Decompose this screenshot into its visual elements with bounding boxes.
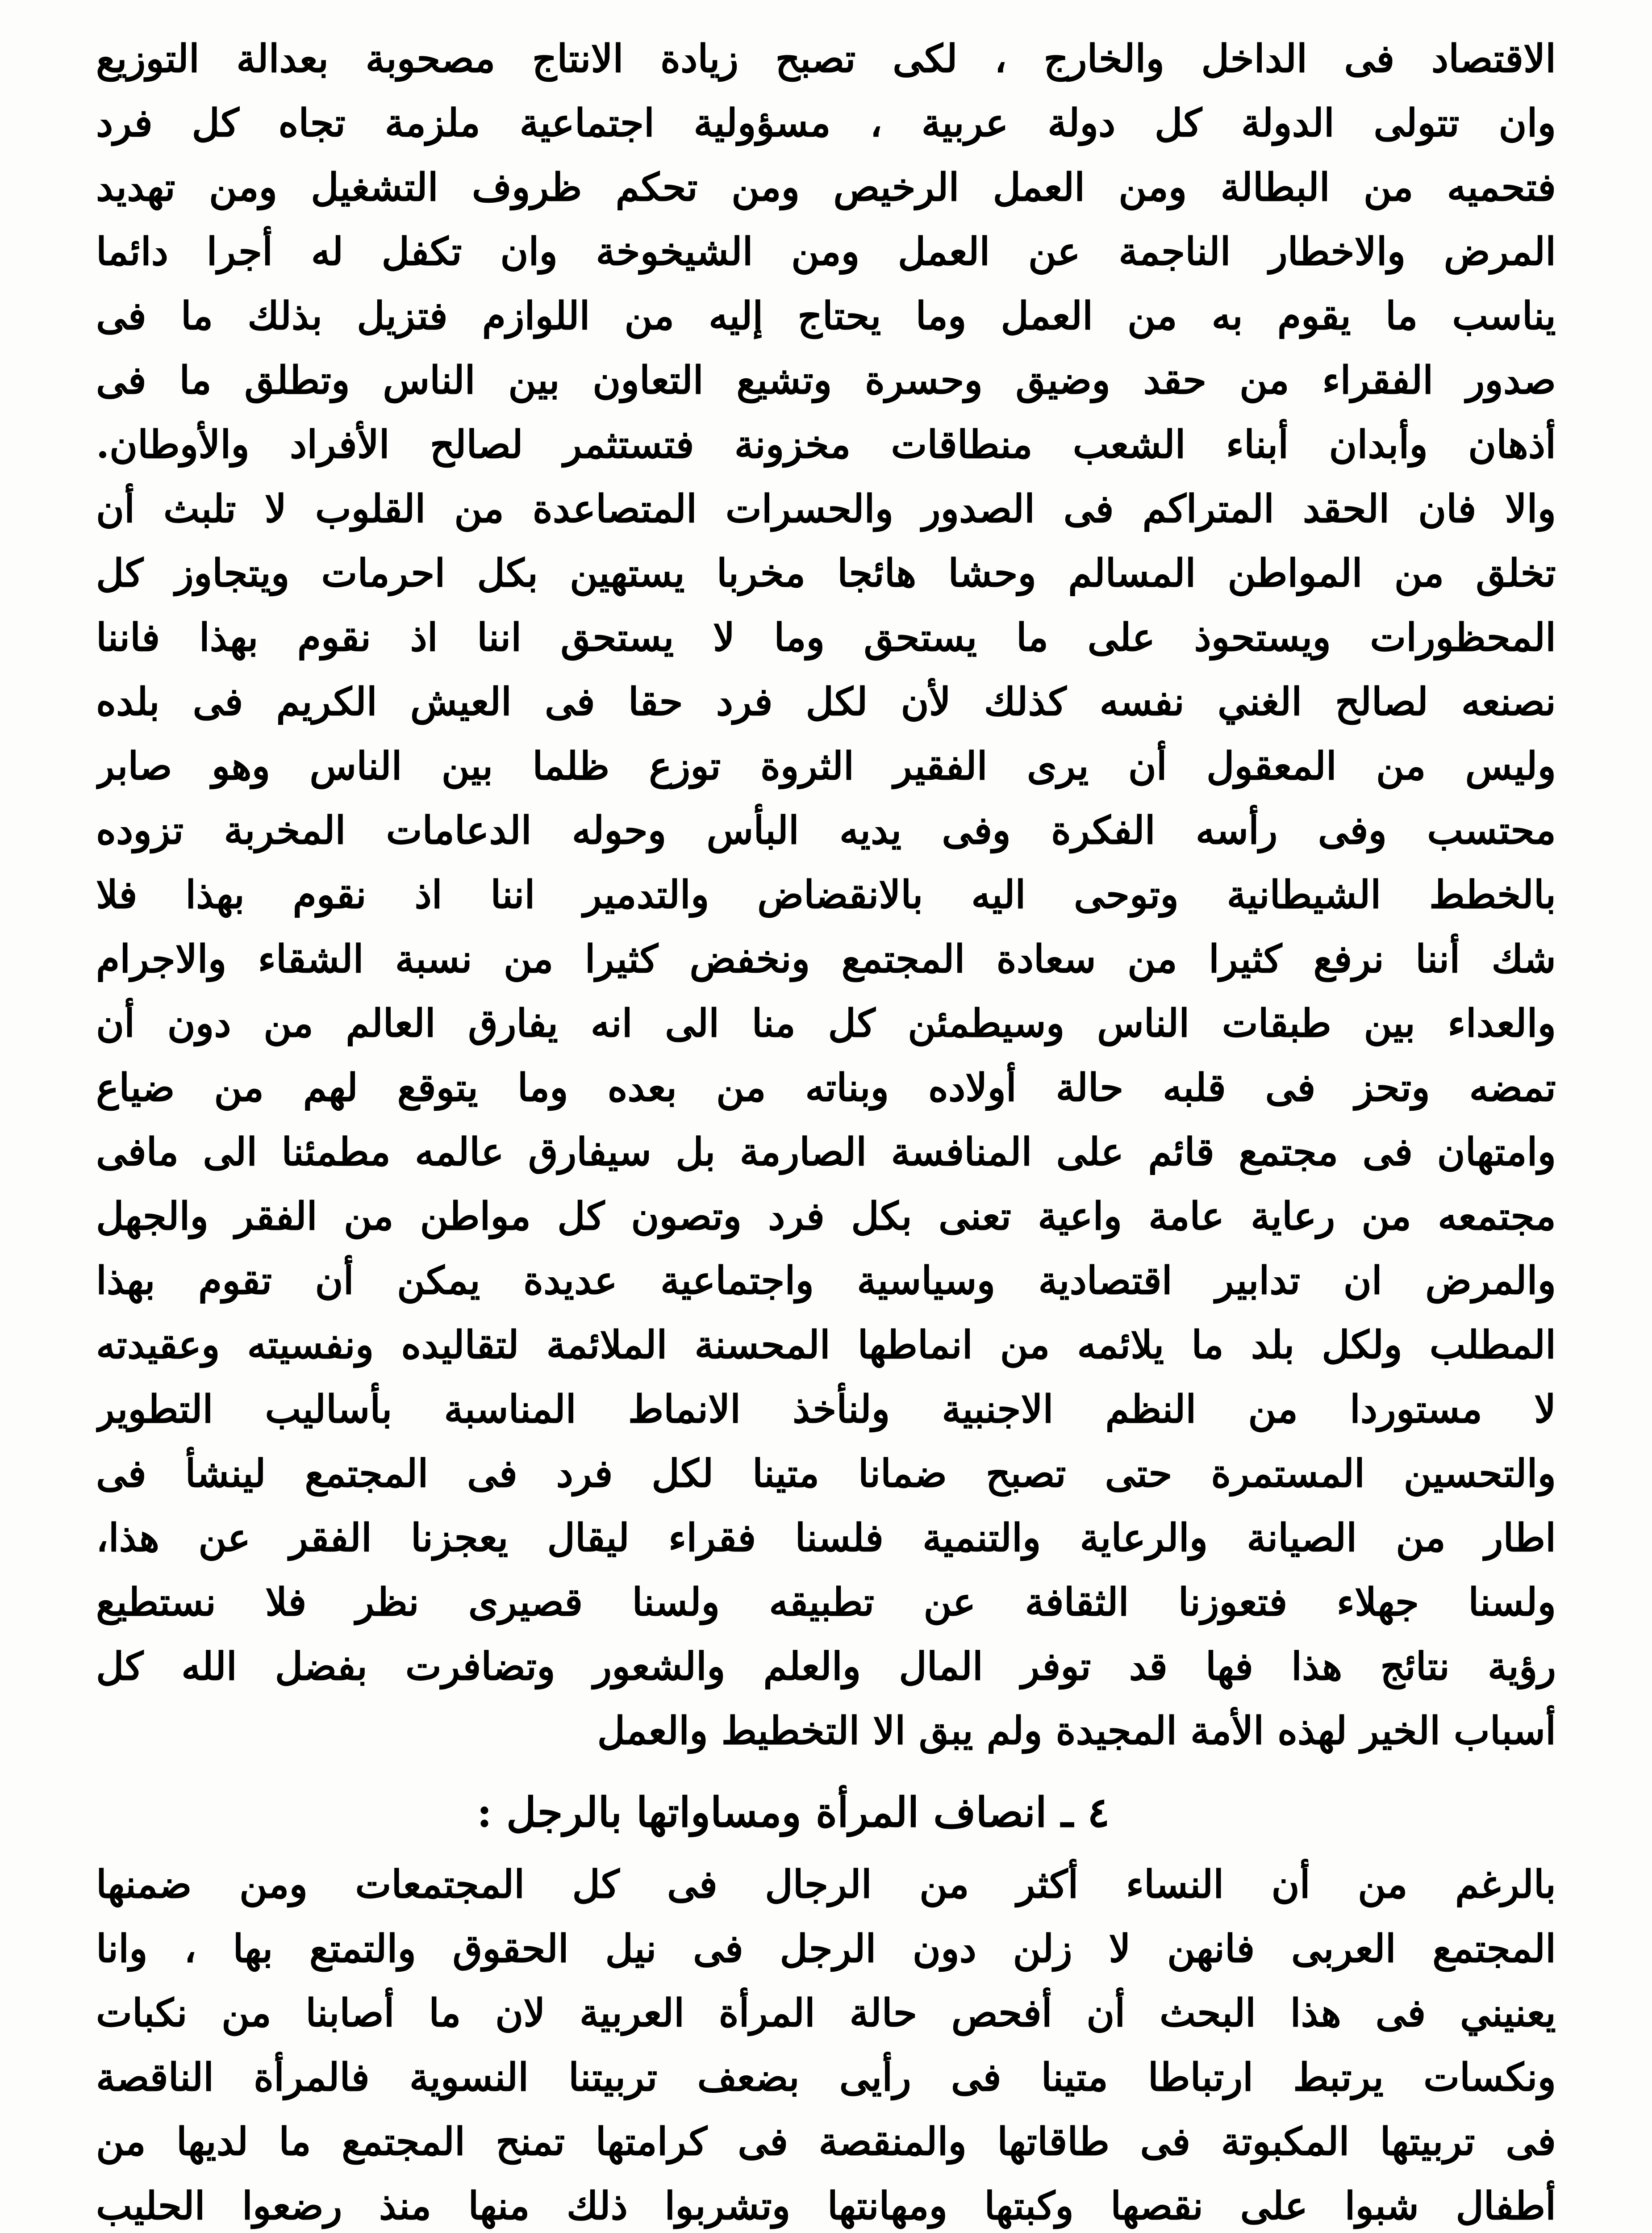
section-heading: ٤ ـ انصاف المرأة ومساواتها بالرجل : — [477, 1788, 1110, 1836]
text-line: صدور الفقراء من حقد وضيق وحسرة وتشيع التعاون بين الناس وتطلق ما فى — [96, 358, 1556, 403]
text-line: ونكسات يرتبط ارتباطا متينا فى رأيى بضعف تربيتنا النسوية فالمرأة الناقصة — [96, 2055, 1556, 2100]
paragraph-women-equality — [96, 1852, 1556, 2233]
text-line: مجتمعه من رعاية عامة واعية تعنى بكل فرد وتصون كل مواطن من الفقر والجهل — [96, 1194, 1556, 1239]
text-line: شك أننا نرفع كثيرا من سعادة المجتمع ونخفض كثيرا من نسبة الشقاء والاجرام — [96, 937, 1556, 982]
paragraph-economic-justice — [96, 27, 1556, 1763]
text-line: بالرغم من أن النساء أكثر من الرجال فى كل المجتمعات ومن ضمنها — [96, 1862, 1556, 1907]
text-line: نصنعه لصالح الغني نفسه كذلك لأن لكل فرد حقا فى العيش الكريم فى بلده — [96, 679, 1556, 724]
page-text — [96, 27, 1556, 2233]
text-line: ولسنا جهلاء فتعوزنا الثقافة عن تطبيقه ولسنا قصيرى نظر فلا نستطيع — [96, 1580, 1556, 1625]
text-line: والعداء بين طبقات الناس وسيطمئن كل منا الى انه يفارق العالم من دون أن — [96, 1001, 1556, 1046]
text-line: والتحسين المستمرة حتى تصبح ضمانا متينا لكل فرد فى المجتمع لينشأ فى — [96, 1451, 1556, 1496]
text-line: اطار من الصيانة والرعاية والتنمية فلسنا فقراء ليقال يعجزنا الفقر عن هذا، — [96, 1515, 1556, 1560]
text-line: أذهان وأبدان أبناء الشعب منطاقات مخزونة فتستثمر لصالح الأفراد والأوطان. — [96, 422, 1556, 467]
text-line: بالخطط الشيطانية وتوحى اليه بالانقضاض والتدمير اننا اذ نقوم بهذا فلا — [96, 872, 1556, 917]
text-line: أسباب الخير لهذه الأمة المجيدة ولم يبق الا التخطيط والعمل — [597, 1708, 1556, 1753]
text-line: المحظورات ويستحوذ على ما يستحق وما لا يستحق اننا اذ نقوم بهذا فاننا — [96, 615, 1556, 660]
text-line: وليس من المعقول أن يرى الفقير الثروة توزع ظلما بين الناس وهو صابر — [96, 744, 1556, 789]
text-line: لا مستوردا من النظم الاجنبية ولنأخذ الانماط المناسبة بأساليب التطوير — [96, 1387, 1556, 1432]
text-line: يعنيني فى هذا البحث أن أفحص حالة المرأة العربية لان ما أصابنا من نكبات — [96, 1990, 1556, 2036]
text-line: المطلب ولكل بلد ما يلائمه من انماطها المحسنة الملائمة لتقاليده ونفسيته وعقيدته — [96, 1322, 1556, 1367]
text-line: أطفال شبوا على نقصها وكبتها ومهانتها وتشربوا ذلك منها منذ رضعوا الحليب — [96, 2183, 1556, 2229]
text-line: تمضه وتحز فى قلبه حالة أولاده وبناته من بعده وما يتوقع لهم من ضياع — [96, 1065, 1556, 1110]
text-line: فتحميه من البطالة ومن العمل الرخيص ومن تحكم ظروف التشغيل ومن تهديد — [96, 165, 1556, 210]
text-line: وان تتولى الدولة كل دولة عربية ، مسؤولية اجتماعية ملزمة تجاه كل فرد — [96, 100, 1556, 146]
text-line: فى تربيتها المكبوتة فى طاقاتها والمنقصة فى كرامتها تمنح المجتمع ما لديها من — [96, 2119, 1556, 2164]
text-line: رؤية نتائج هذا فها قد توفر المال والعلم والشعور وتضافرت بفضل الله كل — [96, 1644, 1556, 1689]
text-line: تخلق من المواطن المسالم وحشا هائجا مخربا يستهين بكل احرمات ويتجاوز كل — [96, 551, 1556, 596]
text-line: وامتهان فى مجتمع قائم على المنافسة الصارمة بل سيفارق عالمه مطمئنا الى مافى — [96, 1129, 1556, 1175]
text-line: يناسب ما يقوم به من العمل وما يحتاج إليه من اللوازم فتزيل بذلك ما فى — [96, 293, 1556, 339]
text-line: والا فان الحقد المتراكم فى الصدور والحسرات المتصاعدة من القلوب لا تلبث أن — [96, 486, 1556, 531]
text-line: المجتمع العربى فانهن لا زلن دون الرجل فى نيل الحقوق والتمتع بها ، وانا — [96, 1926, 1556, 1971]
text-line: الاقتصاد فى الداخل والخارج ، لكى تصبح زيادة الانتاج مصحوبة بعدالة التوزيع — [96, 36, 1556, 81]
text-line: والمرض ان تدابير اقتصادية وسياسية واجتماعية عديدة يمكن أن تقوم بهذا — [96, 1258, 1556, 1303]
text-line: محتسب وفى رأسه الفكرة وفى يديه البأس وحوله الدعامات المخربة تزوده — [96, 808, 1556, 853]
text-line: المرض والاخطار الناجمة عن العمل ومن الشيخوخة وان تكفل له أجرا دائما — [96, 229, 1556, 274]
